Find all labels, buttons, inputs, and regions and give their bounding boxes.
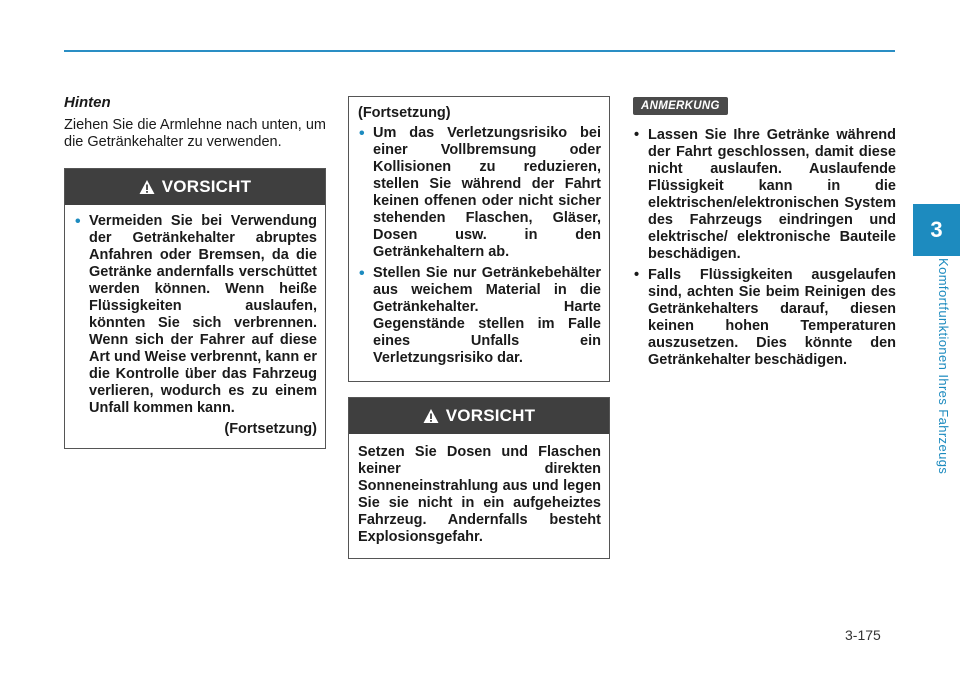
- continuation-item: • Stellen Sie nur Getränkebehälter aus weichem Material in die Getränkehalter. Harte Gegenstände stellen im Falle eines Unfalls ein Verletzungsrisiko dar.: [358, 265, 601, 367]
- caution-body-2: [349, 434, 609, 558]
- caution-box-1: [64, 168, 326, 449]
- page-number: 3-175: [845, 627, 881, 643]
- continuation-box: [348, 96, 610, 382]
- continuation-list: [358, 125, 601, 367]
- caution-box-2: [348, 397, 610, 559]
- chapter-title-vertical: Komfortfunktionen Ihres Fahrzeugs: [936, 258, 951, 475]
- caution-body-1: [65, 205, 325, 448]
- continuation-item: • Um das Verletzungsrisiko bei einer Vollbremsung oder Kollisionen zu reduzieren, stellen Sie während der Fahrt keinen offenen oder nicht sicher stehenden Flaschen, Gläser, Dosen usw. in den Getränkehaltern ab.: [358, 125, 601, 261]
- warning-triangle-icon: [423, 408, 439, 424]
- section-title: Hinten: [64, 94, 111, 111]
- column-left: [64, 94, 326, 449]
- note-list: [633, 127, 896, 369]
- caution-item: • Vermeiden Sie bei Verwendung der Getränkehalter abruptes Anfahren oder Bremsen, da die Getränke andernfalls verschüttet werden können. Wenn heiße Flüssigkeiten auslaufen, könnten Sie sich verbrennen. Wenn sich der Fahrer auf diese Art und Weise verbrennt, kann er die Kontrolle über das Fahrzeug verlieren, wodurch es zu einem Unfall kommen kann.: [74, 213, 317, 417]
- caution-heading-1: VORSICHT: [161, 177, 252, 196]
- chapter-number: 3: [930, 217, 943, 242]
- continuation-heading: (Fortsetzung): [358, 105, 451, 121]
- note-item: • Falls Flüssigkeiten ausgelaufen sind, achten Sie beim Reinigen des Getränkehalters darauf, diesen keinen hohen Temperaturen auszusetzen. Dies könnte den Getränkehalter beschädigen.: [633, 267, 896, 369]
- warning-triangle-icon: [139, 179, 155, 195]
- continuation-body: [349, 97, 609, 381]
- caution-header-2: [349, 398, 609, 434]
- continued-label: (Fortsetzung): [224, 421, 317, 437]
- caution-list-1: [74, 213, 317, 417]
- caution-heading-2: VORSICHT: [445, 406, 536, 425]
- column-middle: [348, 96, 610, 559]
- note-badge: ANMERKUNG: [633, 97, 728, 115]
- note-item: • Lassen Sie Ihre Getränke während der Fahrt geschlossen, damit diese nicht auslaufen. Auslaufende Flüssigkeit kann in die elektrischen/elektronischen System des Fahrzeugs eindringen und elektrische/ elektronische Bauteile beschädigen.: [633, 127, 896, 263]
- caution-text-2: Setzen Sie Dosen und Flaschen keiner direkten Sonneneinstrahlung aus und legen Sie sie nicht in ein aufgeheiztes Fahrzeug. Andernfalls besteht Explosionsgefahr.: [358, 444, 601, 545]
- chapter-tab: [913, 204, 960, 256]
- column-right: [633, 96, 896, 373]
- section-intro: Ziehen Sie die Armlehne nach unten, um die Getränkehalter zu verwenden.: [64, 117, 326, 150]
- caution-header-1: [65, 169, 325, 205]
- top-rule: [64, 50, 895, 52]
